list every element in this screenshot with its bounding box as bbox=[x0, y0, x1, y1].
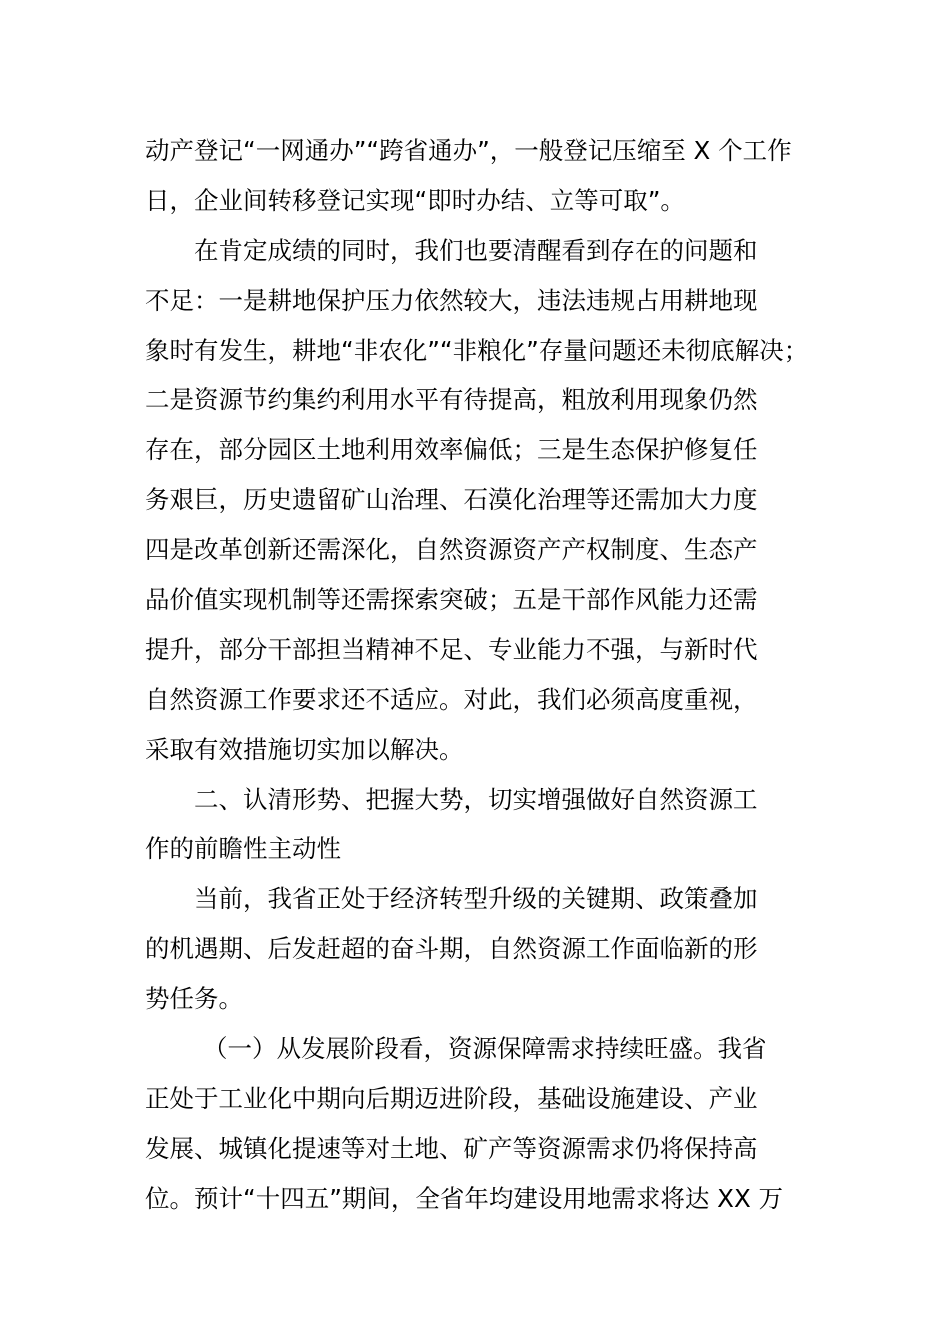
text-line: 动产登记“一网通办”“跨省通办”，一般登记压缩至 X 个工作 bbox=[145, 136, 792, 165]
paragraph-start-line: 在肯定成绩的同时，我们也要清醒看到存在的问题和 bbox=[194, 235, 758, 265]
subheading-line: （一）从发展阶段看，资源保障需求持续旺盛。我省 bbox=[203, 1034, 767, 1064]
text-line: 不足：一是耕地保护压力依然较大，违法违规占用耕地现 bbox=[145, 285, 758, 315]
text-line: 务艰巨，历史遗留矿山治理、石漠化治理等还需加大力度 bbox=[145, 485, 758, 515]
text-line: 日，企业间转移登记实现“即时办结、立等可取”。 bbox=[145, 185, 685, 215]
section-heading-line: 二、认清形势、把握大势，切实增强做好自然资源工 bbox=[194, 784, 758, 814]
paragraph-start-line: 当前，我省正处于经济转型升级的关键期、政策叠加 bbox=[194, 884, 758, 914]
text-line: 提升，部分干部担当精神不足、专业能力不强，与新时代 bbox=[145, 634, 758, 664]
text-line: 存在，部分园区土地利用效率偏低；三是生态保护修复任 bbox=[145, 435, 758, 465]
text-line: 象时有发生，耕地“非农化”“非粮化”存量问题还未彻底解决； bbox=[145, 335, 809, 365]
section-heading-line: 作的前瞻性主动性 bbox=[145, 834, 341, 864]
text-line: 发展、城镇化提速等对土地、矿产等资源需求仍将保持高 bbox=[145, 1133, 758, 1163]
text-line: 采取有效措施切实加以解决。 bbox=[145, 734, 464, 764]
text-line: 势任务。 bbox=[145, 984, 243, 1014]
text-line: 品价值实现机制等还需探索突破；五是干部作风能力还需 bbox=[145, 585, 758, 615]
text-line: 正处于工业化中期向后期迈进阶段，基础设施建设、产业 bbox=[145, 1083, 758, 1113]
text-line: 位。预计“十四五”期间，全省年均建设用地需求将达 XX 万 bbox=[145, 1183, 784, 1213]
document-body bbox=[145, 126, 835, 1224]
text-line: 的机遇期、后发赶超的奋斗期，自然资源工作面临新的形 bbox=[145, 934, 758, 964]
text-line: 二是资源节约集约利用水平有待提高，粗放利用现象仍然 bbox=[145, 385, 758, 415]
text-line: 四是改革创新还需深化，自然资源资产产权制度、生态产 bbox=[145, 535, 758, 565]
text-line: 自然资源工作要求还不适应。对此，我们必须高度重视， bbox=[145, 684, 758, 714]
